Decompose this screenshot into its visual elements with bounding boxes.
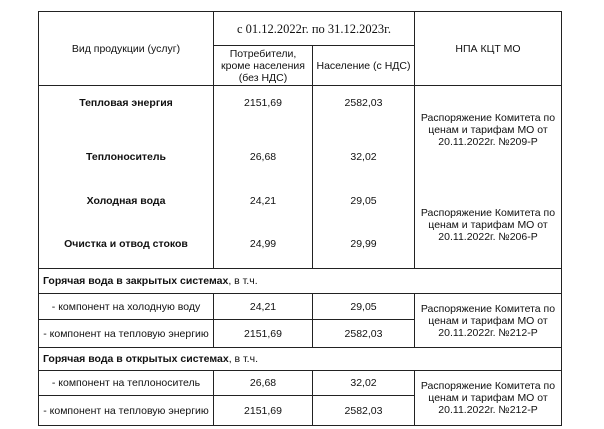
row-heat-energy-population: 2582,03 — [344, 97, 383, 109]
row-sewage-consumers: 24,99 — [249, 238, 277, 250]
npa-doc-212-open: Распоряжение Комитета по ценам и тарифам МО от 20.11.2022г. №212-Р — [420, 380, 556, 416]
open-heat-population: 2582,03 — [344, 404, 383, 417]
open-carrier-population: 32,02 — [350, 377, 377, 389]
header-consumers: Потребители, кроме населения (без НДС) — [221, 47, 305, 84]
closed-heat-population: 2582,03 — [344, 327, 383, 340]
npa-doc-206: Распоряжение Комитета по ценам и тарифам МО от 20.11.2022г. №206-Р — [420, 207, 556, 243]
open-carrier-consumers: 26,68 — [249, 377, 277, 389]
row-heat-energy-consumers: 2151,69 — [244, 97, 282, 109]
row-name-cold-water: Холодная вода — [86, 195, 166, 207]
section-closed-title: Горячая вода в закрытых системах , в т.ч. — [43, 275, 258, 287]
header-product: Вид продукции (услуг) — [71, 42, 181, 55]
row-cold-water-consumers: 24,21 — [249, 195, 277, 207]
closed-heat-consumers: 2151,69 — [244, 327, 282, 340]
open-carrier-label: - компонент на теплоноситель — [51, 377, 201, 389]
row-heat-carrier-consumers: 26,68 — [249, 151, 277, 163]
header-population: Население (с НДС) — [316, 59, 411, 72]
row-name-heat-energy: Тепловая энергия — [79, 97, 173, 109]
header-npa: НПА КЦТ МО — [455, 42, 521, 55]
closed-cold-consumers: 24,21 — [249, 300, 277, 313]
row-sewage-population: 29,99 — [350, 238, 377, 250]
npa-doc-212-closed: Распоряжение Комитета по ценам и тарифам МО от 20.11.2022г. №212-Р — [420, 303, 556, 339]
npa-doc-209: Распоряжение Комитета по ценам и тарифам МО от 20.11.2022г. №209-Р — [420, 112, 556, 148]
open-heat-label: - компонент на тепловую энергию — [43, 404, 209, 417]
closed-heat-label: - компонент на тепловую энергию — [43, 327, 209, 340]
header-period: с 01.12.2022г. по 31.12.2023г. — [236, 21, 392, 36]
row-cold-water-population: 29,05 — [350, 195, 377, 207]
row-name-heat-carrier: Теплоноситель — [85, 151, 167, 163]
closed-cold-label: - компонент на холодную воду — [51, 300, 201, 313]
row-name-sewage: Очистка и отвод стоков — [64, 238, 188, 250]
open-heat-consumers: 2151,69 — [244, 404, 282, 417]
section-open-title: Горячая вода в открытых системах , в т.ч. — [43, 353, 258, 365]
closed-cold-population: 29,05 — [350, 300, 377, 313]
row-heat-carrier-population: 32,02 — [350, 151, 377, 163]
